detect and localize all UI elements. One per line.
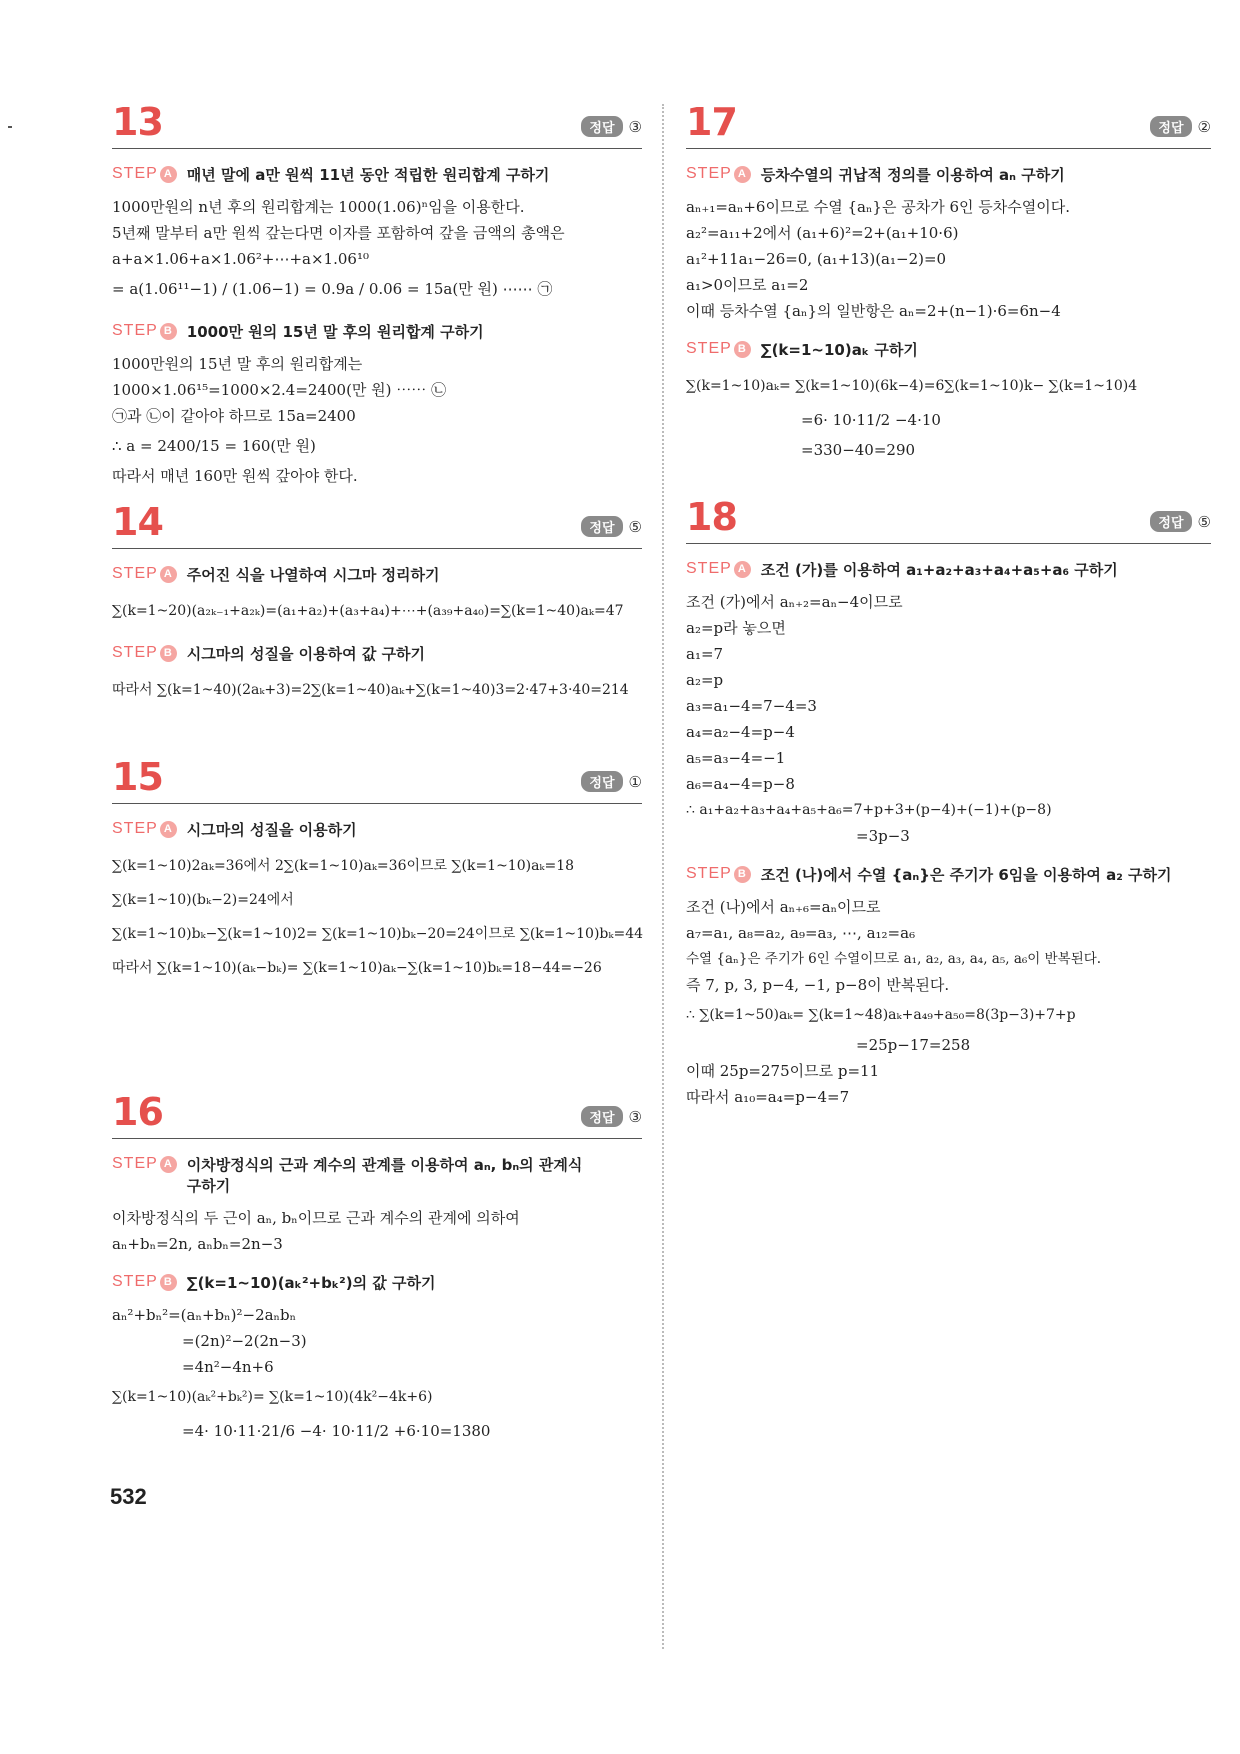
step-tag: STEP B (686, 865, 751, 883)
step-b (686, 865, 1211, 886)
solution-line: a₄=a₂−4=p−4 (686, 723, 795, 741)
solution-line: a₇=a₁, a₈=a₂, a₉=a₃, ⋯, a₁₂=a₆ (686, 924, 916, 942)
solution-lines (112, 594, 642, 628)
step-b (686, 340, 1211, 361)
solution-line: 조건 (가)에서 aₙ₊₂=aₙ−4이므로 (686, 593, 903, 611)
step-letter: A (734, 166, 751, 183)
column-divider (662, 104, 664, 1649)
step-tag: STEP B (686, 340, 751, 358)
solution-line: ∑(k=1~10)(bₖ−2)=24에서 (112, 892, 294, 908)
solution-line: 1000만원의 15년 말 후의 원리합계는 (112, 355, 363, 373)
solution-line: a₃=a₁−4=7−4=3 (686, 697, 817, 715)
problem-15 (112, 755, 642, 985)
answer (1150, 511, 1211, 532)
answer-choice: ① (628, 772, 642, 791)
page-number: 532 (110, 1484, 147, 1509)
step-tag: STEP B (112, 322, 177, 340)
solution-lines (686, 589, 1211, 849)
step-letter: B (160, 1274, 177, 1291)
answer-choice: ⑤ (1197, 512, 1211, 531)
solution-line: =(2n)²−2(2n−3) (182, 1332, 307, 1350)
step-a (112, 565, 642, 586)
step-title: 조건 (나)에서 수열 {aₙ}은 주기가 6임을 이용하여 a₂ 구하기 (760, 866, 1172, 884)
solution-line: a₂=p (686, 671, 724, 689)
step-title: 매년 말에 a만 원씩 11년 동안 적립한 원리합계 구하기 (186, 166, 550, 184)
solution-lines (112, 849, 642, 985)
problem-14 (112, 500, 642, 707)
step-tag: STEP A (112, 820, 177, 838)
solution-line: 즉 7, p, 3, p−4, −1, p−8이 반복된다. (686, 976, 950, 994)
solution-line: =4· 10·11·21/6 −4· 10·11/2 +6·10=1380 (182, 1422, 491, 1440)
step-title: 등차수열의 귀납적 정의를 이용하여 aₙ 구하기 (760, 166, 1065, 184)
solution-line: =4n²−4n+6 (182, 1358, 274, 1376)
solution-line: ㉠과 ㉡이 같아야 하므로 15a=2400 (112, 407, 356, 425)
solution-line: 1000×1.06¹⁵=1000×2.4=2400(만 원) ⋯⋯ ㉡ (112, 381, 447, 399)
solution-line: ∴ ∑(k=1~50)aₖ= ∑(k=1~48)aₖ+a₄₉+a₅₀=8(3p−3)+7+p (686, 1007, 1076, 1023)
problem-18 (686, 495, 1211, 1110)
answer-choice: ③ (628, 117, 642, 136)
answer-choice: ③ (628, 1107, 642, 1126)
solution-lines (112, 351, 642, 489)
problem-header (686, 100, 1211, 149)
problem-number: 18 (686, 495, 737, 539)
margin-mark (8, 126, 12, 128)
step-a (112, 165, 642, 186)
problem-13 (112, 100, 642, 489)
solution-line: ∑(k=1~10)bₖ−∑(k=1~10)2= ∑(k=1~10)bₖ−20=24이므로 ∑(k=1~10)bₖ=44 (112, 926, 644, 942)
step-letter: B (734, 341, 751, 358)
solution-line: a₁²+11a₁−26=0, (a₁+13)(a₁−2)=0 (686, 250, 947, 268)
solution-line: 이때 등차수열 {aₙ}의 일반항은 aₙ=2+(n−1)·6=6n−4 (686, 302, 1061, 320)
answer-choice: ② (1197, 117, 1211, 136)
problem-header (112, 1090, 642, 1139)
step-tag: STEP A (112, 165, 177, 183)
step-letter: B (160, 645, 177, 662)
problem-header (112, 755, 642, 804)
solution-line: aₙ²+bₙ²=(aₙ+bₙ)²−2aₙbₙ (112, 1306, 297, 1324)
solution-line: 따라서 ∑(k=1~40)(2aₖ+3)=2∑(k=1~40)aₖ+∑(k=1~40)3=2·47+3·40=214 (112, 682, 629, 698)
step-title: 조건 (가)를 이용하여 a₁+a₂+a₃+a₄+a₅+a₆ 구하기 (760, 561, 1118, 579)
answer-badge: 정답 (581, 771, 622, 792)
solution-line: ∴ a₁+a₂+a₃+a₄+a₅+a₆=7+p+3+(p−4)+(−1)+(p−8) (686, 802, 1052, 818)
problem-16 (112, 1090, 642, 1448)
step-letter: B (160, 323, 177, 340)
answer (1150, 116, 1211, 137)
solution-line: a₅=a₃−4=−1 (686, 749, 786, 767)
answer-choice: ⑤ (628, 517, 642, 536)
answer (581, 771, 642, 792)
answer-badge: 정답 (1150, 116, 1191, 137)
solution-line: ∑(k=1~10)2aₖ=36에서 2∑(k=1~10)aₖ=36이므로 ∑(k=1~10)aₖ=18 (112, 858, 575, 874)
solution-line: 이때 25p=275이므로 p=11 (686, 1062, 880, 1080)
step-b (112, 322, 642, 343)
solution-line: 조건 (나)에서 aₙ₊₆=aₙ이므로 (686, 898, 881, 916)
step-tag: STEP B (112, 1273, 177, 1291)
answer-badge: 정답 (581, 116, 622, 137)
solution-line: a₁=7 (686, 645, 724, 663)
solution-line: aₙ+bₙ=2n, aₙbₙ=2n−3 (112, 1235, 283, 1253)
step-tag: STEP A (112, 565, 177, 583)
solution-line: 따라서 a₁₀=a₄=p−4=7 (686, 1088, 850, 1106)
answer-badge: 정답 (1150, 511, 1191, 532)
step-letter: B (734, 866, 751, 883)
solution-line: = a(1.06¹¹−1) / (1.06−1) = 0.9a / 0.06 = 15a(만 원) ⋯⋯ ㉠ (112, 280, 553, 298)
solution-line: 수열 {aₙ}은 주기가 6인 수열이므로 a₁, a₂, a₃, a₄, a₅, a₆이 반복된다. (686, 951, 1102, 967)
problem-number: 15 (112, 755, 163, 799)
solution-line: 따라서 매년 160만 원씩 갚아야 한다. (112, 467, 358, 485)
solution-line: =25p−17=258 (856, 1036, 971, 1054)
solution-line: a₁>0이므로 a₁=2 (686, 276, 809, 294)
step-a (686, 560, 1211, 581)
solution-line: ∴ a = 2400/15 = 160(만 원) (112, 437, 316, 455)
solution-line: 이차방정식의 두 근이 aₙ, bₙ이므로 근과 계수의 관계에 의하여 (112, 1209, 520, 1227)
step-a (686, 165, 1211, 186)
step-letter: A (734, 561, 751, 578)
problem-header (686, 495, 1211, 544)
solution-line: 5년째 말부터 a만 원씩 갚는다면 이자를 포함하여 갚을 금액의 총액은 (112, 224, 565, 242)
solution-lines (112, 194, 642, 306)
solution-lines (112, 1205, 642, 1257)
step-b (112, 644, 642, 665)
answer (581, 116, 642, 137)
solution-lines (686, 369, 1211, 463)
solution-lines (112, 1302, 642, 1448)
solution-line: =3p−3 (856, 827, 910, 845)
answer-badge: 정답 (581, 1106, 622, 1127)
solution-lines (686, 894, 1211, 1110)
step-tag: STEP B (112, 644, 177, 662)
problem-number: 16 (112, 1090, 163, 1134)
solution-lines (112, 673, 642, 707)
solution-lines (686, 194, 1211, 324)
step-letter: A (160, 166, 177, 183)
solution-line: a₂=p라 놓으면 (686, 619, 786, 637)
solution-line: =6· 10·11/2 −4·10 (801, 411, 941, 429)
answer (581, 1106, 642, 1127)
solution-line: ∑(k=1~20)(a₂ₖ₋₁+a₂ₖ)=(a₁+a₂)+(a₃+a₄)+⋯+(a₃₉+a₄₀)=∑(k=1~40)aₖ=47 (112, 603, 624, 619)
problem-header (112, 500, 642, 549)
step-title: ∑(k=1~10)(aₖ²+bₖ²)의 값 구하기 (186, 1274, 436, 1292)
step-title: 주어진 식을 나열하여 시그마 정리하기 (186, 566, 440, 584)
problem-number: 14 (112, 500, 163, 544)
step-title: 이차방정식의 근과 계수의 관계를 이용하여 aₙ, bₙ의 관계식 구하기 (186, 1156, 583, 1195)
solution-line: =330−40=290 (801, 441, 916, 459)
solution-line: aₙ₊₁=aₙ+6이므로 수열 {aₙ}은 공차가 6인 등차수열이다. (686, 198, 1070, 216)
solution-line: ∑(k=1~10)aₖ= ∑(k=1~10)(6k−4)=6∑(k=1~10)k− ∑(k=1~10)4 (686, 378, 1138, 394)
step-title: 시그마의 성질을 이용하기 (186, 821, 357, 839)
problem-number: 13 (112, 100, 163, 144)
problem-number: 17 (686, 100, 737, 144)
step-a (112, 1155, 642, 1197)
step-tag: STEP A (686, 560, 751, 578)
step-title: 1000만 원의 15년 말 후의 원리합계 구하기 (186, 323, 484, 341)
step-letter: A (160, 566, 177, 583)
step-a (112, 820, 642, 841)
problem-17 (686, 100, 1211, 463)
answer (581, 516, 642, 537)
solution-line: a₆=a₄−4=p−8 (686, 775, 795, 793)
step-letter: A (160, 1156, 177, 1173)
step-title: ∑(k=1~10)aₖ 구하기 (760, 341, 918, 359)
solution-line: a₂²=a₁₁+2에서 (a₁+6)²=2+(a₁+10·6) (686, 224, 959, 242)
step-title: 시그마의 성질을 이용하여 값 구하기 (186, 645, 426, 663)
step-tag: STEP A (112, 1155, 177, 1173)
step-letter: A (160, 821, 177, 838)
step-tag: STEP A (686, 165, 751, 183)
problem-header (112, 100, 642, 149)
solution-line: ∑(k=1~10)(aₖ²+bₖ²)= ∑(k=1~10)(4k²−4k+6) (112, 1389, 433, 1405)
solution-line: 따라서 ∑(k=1~10)(aₖ−bₖ)= ∑(k=1~10)aₖ−∑(k=1~10)bₖ=18−44=−26 (112, 960, 602, 976)
solution-line: 1000만원의 n년 후의 원리합계는 1000(1.06)ⁿ임을 이용한다. (112, 198, 525, 216)
solution-line: a+a×1.06+a×1.06²+⋯+a×1.06¹⁰ (112, 250, 369, 268)
step-b (112, 1273, 642, 1294)
answer-badge: 정답 (581, 516, 622, 537)
